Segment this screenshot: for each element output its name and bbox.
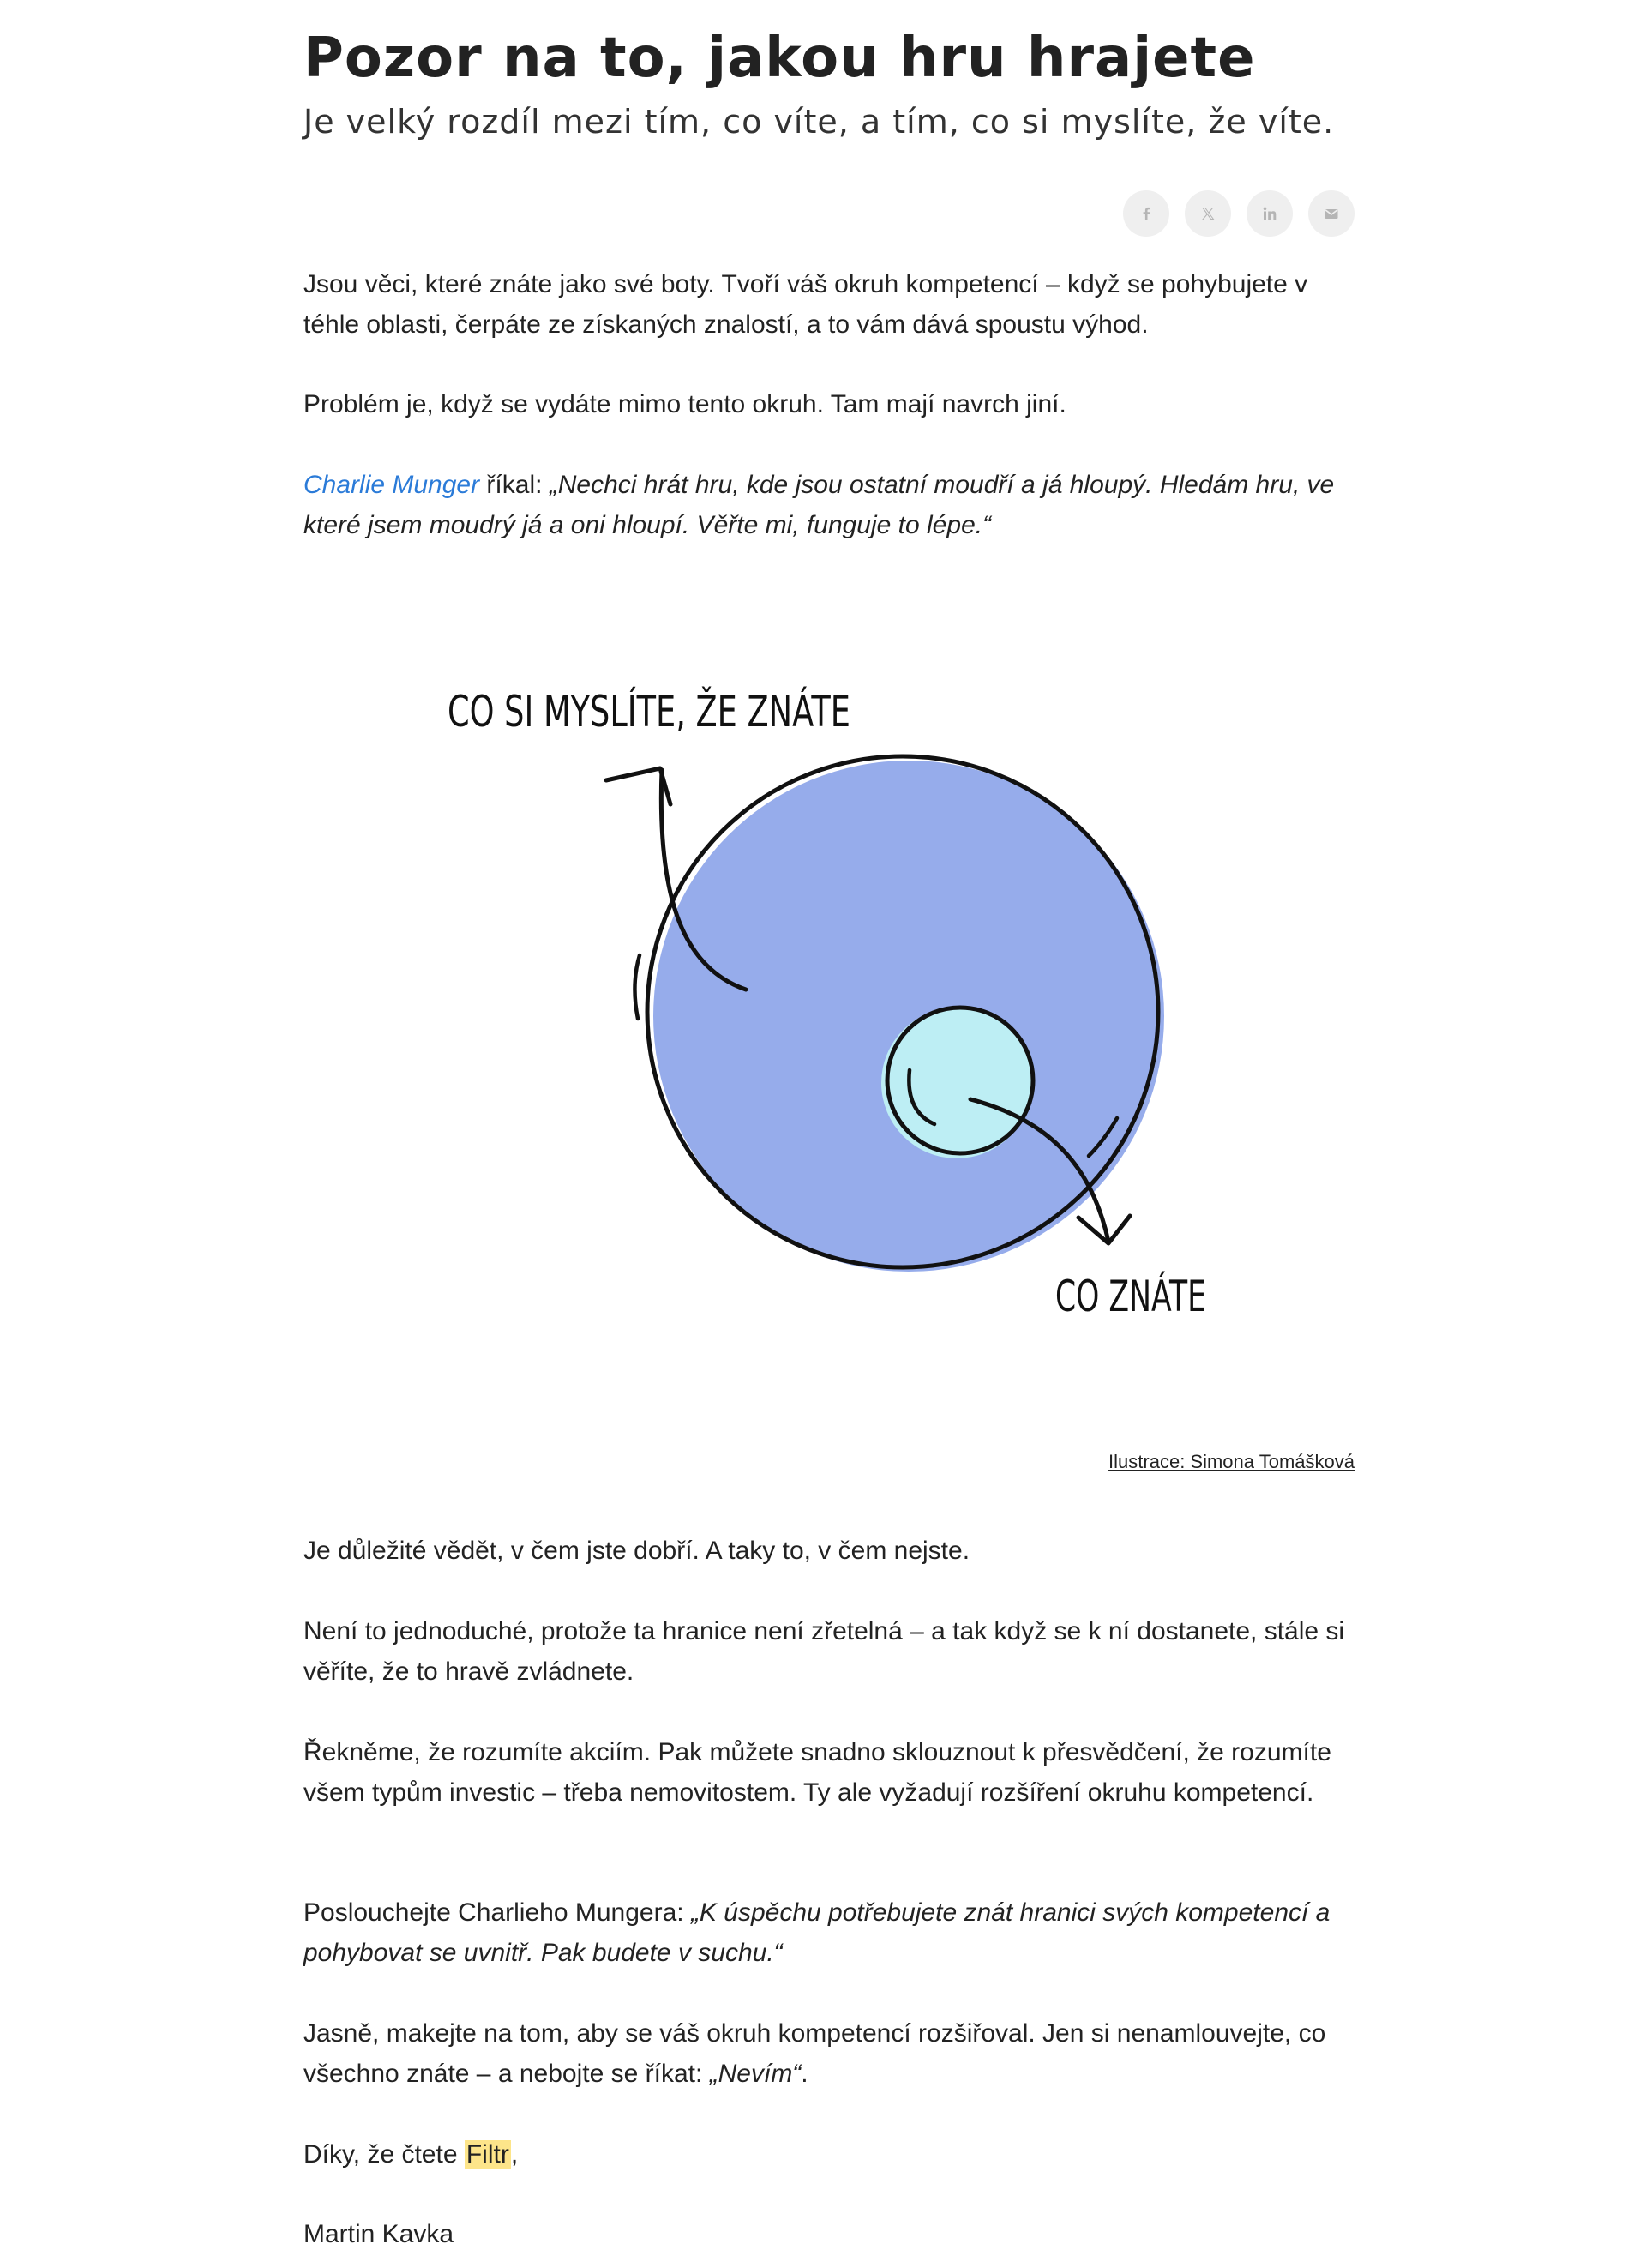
article-subtitle: Je velký rozdíl mezi tím, co víte, a tím, co si myslíte, že víte. [303,103,1335,141]
x-icon [1198,204,1217,223]
illustration-credit-link[interactable]: Ilustrace: Simona Tomášková [1108,1451,1355,1472]
linkedin-icon [1260,204,1279,223]
paragraph-problem: Problém je, když se vydáte mimo tento okruh. Tam mají navrch jiní. [303,390,1066,418]
paragraph-boundary: Není to jednoduché, protože ta hranice není zřetelná – a tak když se k ní dostanete, stále si věříte, že to hravě zvládnete. [303,1617,1345,1686]
paragraph-text: Poslouchejte Charlieho Mungera: [303,1898,691,1927]
competence-circle-illustration [429,669,1274,1346]
author-signature: Martin Kavka [303,2220,454,2248]
munger-quote: „Nechci hrát hru, kde jsou ostatní moudří a já hloupý. Hledám hru, ve které jsem moudrý já a oni hloupí. Věřte mi, funguje to lépe.“ [303,471,1335,539]
share-x-button[interactable] [1185,190,1231,237]
paragraph-intro: Jsou věci, které znáte jako své boty. Tvoří váš okruh kompetencí – když se pohybujete v téhle oblasti, čerpáte ze získaných znalostí, a to vám dává spoustu výhod. [303,270,1308,339]
inner-circle [881,1008,1033,1158]
facebook-icon [1137,204,1156,223]
paragraph-munger-quote [303,465,1355,545]
label-outer: CO SI MYSLÍTE, ŽE ZNÁTE [448,687,997,737]
nevim-quote: „Nevím“ [709,2060,802,2088]
share-bar [1123,190,1355,237]
thanks-text: Díky, že čtete [303,2140,465,2169]
paragraph-expand [303,2013,1355,2094]
munger-quote-second: „K úspěchu potřebujete znát hranici svých kompetencí a pohybovat se uvnitř. Pak budete v suchu.“ [303,1898,1331,1967]
paragraph-text: říkal: [479,471,550,499]
label-inner: CO ZNÁTE [1055,1272,1274,1321]
thanks-end: , [510,2140,519,2169]
share-facebook-button[interactable] [1123,190,1169,237]
share-email-button[interactable] [1308,190,1355,237]
paragraph-text: Jasně, makejte na tom, aby se váš okruh kompetencí rozšiřoval. Jen si nenamlouvejte, co všechno znáte – a nebojte se říkat: [303,2019,1326,2088]
paragraph-know-strengths: Je důležité vědět, v čem jste dobří. A taky to, v čem nejste. [303,1537,970,1565]
outer-circle-accent-left [634,955,640,1019]
filtr-highlight: Filtr [466,2140,509,2169]
email-icon [1322,204,1341,223]
paragraph-stocks: Řekněme, že rozumíte akciím. Pak můžete snadno sklouznout k přesvědčení, že rozumíte všem typům investic – třeba nemovitostem. Ty ale vyžadují rozšíření okruhu kompetencí. [303,1738,1331,1807]
charlie-munger-link[interactable]: Charlie Munger [303,471,480,499]
share-linkedin-button[interactable] [1247,190,1293,237]
outer-circle [647,756,1164,1272]
paragraph-end: . [801,2060,808,2088]
article-title: Pozor na to, jakou hru hrajete [303,27,1256,90]
paragraph-munger-second [303,1892,1355,1973]
paragraph-thanks [303,2134,1355,2175]
